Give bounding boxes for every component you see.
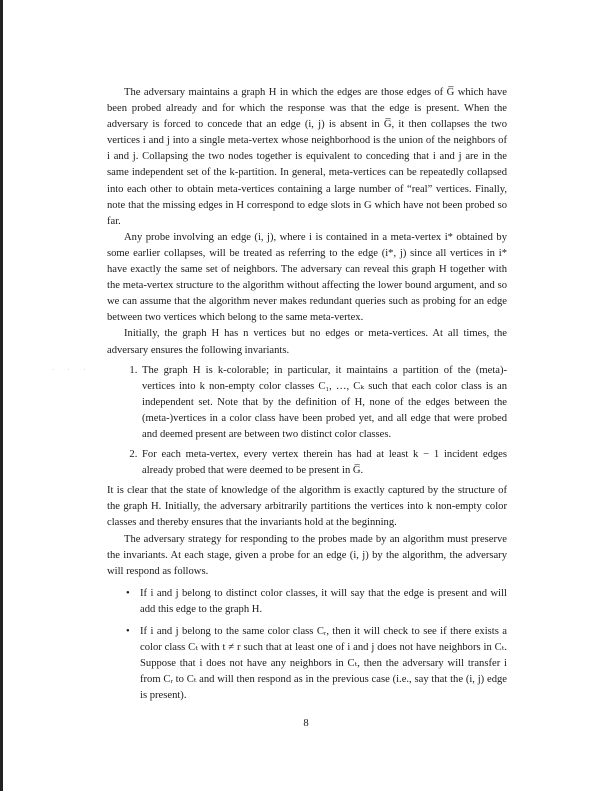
- invariant-item-2: 2. For each meta-vertex, every vertex therein has had at least k − 1 incident edges already probed that were deemed to be present in G̅.: [140, 447, 507, 479]
- invariant-item-1: 1. The graph H is k-colorable; in particular, it maintains a partition of the (meta)-vertices into k non-empty color classes C₁, …, Cₖ such that each color class is an independent set. Note that by the definition of H, none of the edges between the (meta-)vertices in a color class have been probed yet, and all edge that were probed and deemed present are between two distinct color classes.: [140, 363, 507, 443]
- scan-left-border: [0, 0, 3, 791]
- paragraph-adversary-graph: The adversary maintains a graph H in which the edges are those edges of G̅ which have been probed already and for which the response was that the edge is present. When the adversary is forced to concede that an edge (i, j) is absent in G̅, it then collapses the two vertices i and j into a single meta-vertex whose neighborhood is the union of the neighbors of i and j. Collapsing the two nodes together is equivalent to conceding that i and j are in the same independent set of the k-partition. In general, meta-vertices can be repeatedly collapsed into each other to obtain meta-vertices containing a large number of “real” vertices. Finally, note that the missing edges in H correspond to edge slots in G which have not been probed so far.: [107, 87, 507, 227]
- responses-list: [107, 586, 507, 705]
- page-number: 8: [303, 718, 309, 729]
- document-page: [107, 85, 507, 710]
- response-item-same-class: • If i and j belong to the same color class Cᵣ, then it will check to see if there exists a color class Cₜ with t ≠ r such that at least one of i and j does not have neighbors in Cₜ. Suppose that i does not have any neighbors in Cₜ, then the adversary will transfer i from Cᵣ to Cₜ and will then respond as in the previous case (i.e., say that the (i, j) edge is present).: [140, 624, 507, 704]
- paragraph-initial-graph: Initially, the graph H has n vertices but no edges or meta-vertices. At all times, the adversary ensures the following invariants.: [107, 328, 507, 356]
- paragraph-adversary-strategy: The adversary strategy for responding to the probes made by an algorithm must preserve the invariants. At each stage, given a probe for an edge (i, j) by the algorithm, the adversary will respond as follows.: [107, 533, 507, 577]
- response-item-distinct-classes: • If i and j belong to distinct color classes, it will say that the edge is present and will add this edge to the graph H.: [140, 586, 507, 618]
- scan-specks: · · ·: [52, 367, 92, 373]
- invariants-list: [107, 363, 507, 480]
- paragraph-probe-meta-vertex: Any probe involving an edge (i, j), where i is contained in a meta-vertex i* obtained by some earlier collapses, will be treated as referring to the edge (i*, j) since all vertices in i* have exactly the same set of neighbors. The adversary can reveal this graph H together with the meta-vertex structure to the algorithm without affecting the lower bound argument, and so we can assume that the algorithm never makes redundant queries such as probing for an edge between two vertices which belong to the same meta-vertex.: [107, 231, 507, 324]
- paragraph-state-of-knowledge: It is clear that the state of knowledge of the algorithm is exactly captured by the structure of the graph H. Initially, the adversary arbitrarily partitions the vertices into k non-empty color classes and thereby ensures that the invariants hold at the beginning.: [107, 485, 507, 529]
